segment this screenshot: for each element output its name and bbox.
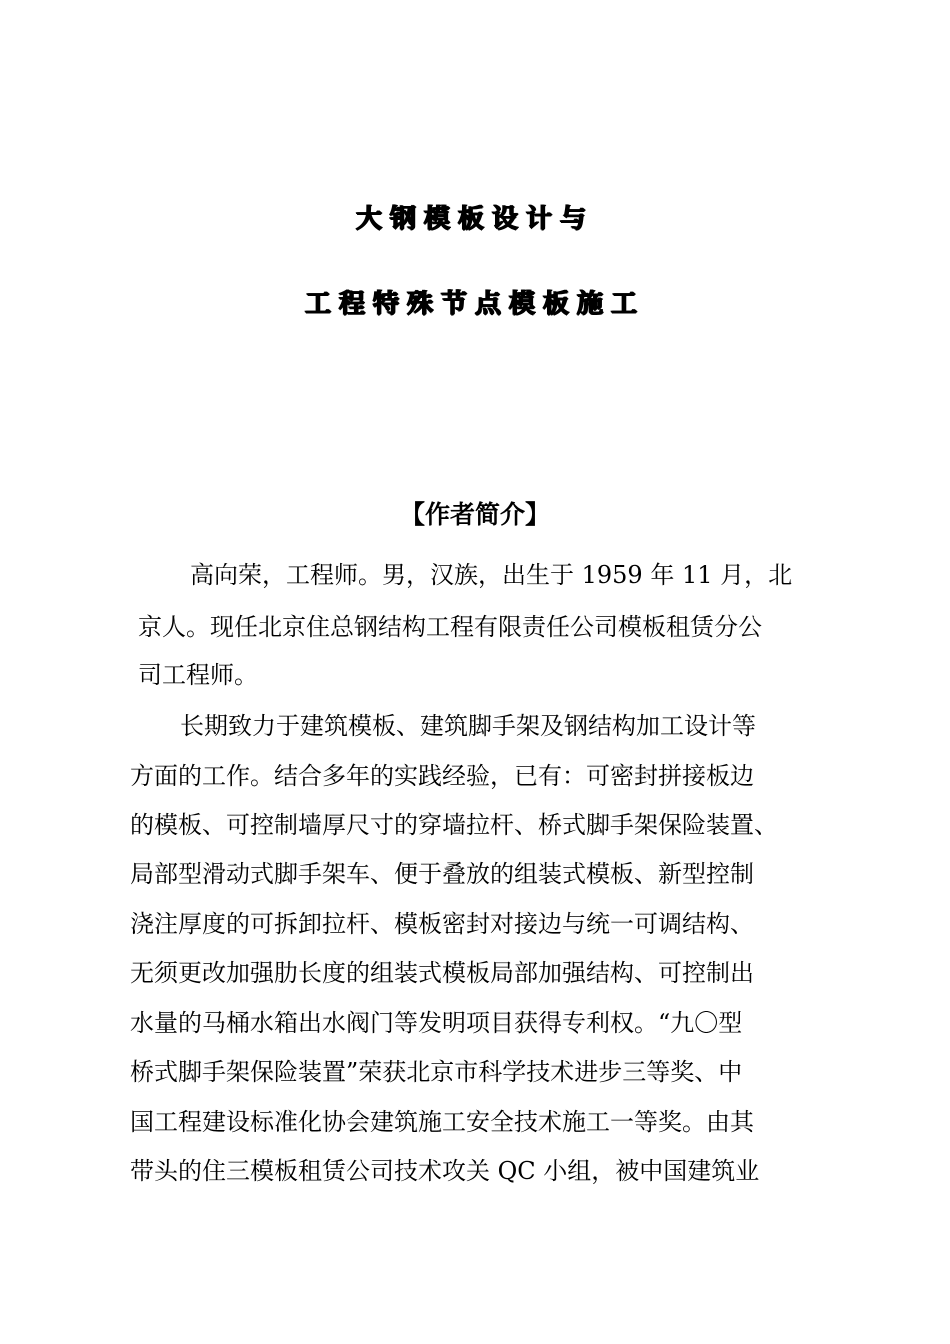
paragraph-line: 带头的住三模板租赁公司技术攻关 QC 小组，被中国建筑业 [130,1157,760,1185]
paragraph-line: 长期致力于建筑模板、建筑脚手架及钢结构加工设计等 [180,712,756,740]
paragraph-line: 水量的马桶水箱出水阀门等发明项目获得专利权。“九〇型 [130,1009,743,1037]
paragraph-line: 无须更改加强肋长度的组装式模板局部加强结构、可控制出 [130,959,754,987]
paragraph-line: 京人。现任北京住总钢结构工程有限责任公司模板租赁分公 [138,613,762,641]
section-heading: 【作者简介】 [399,500,550,529]
paragraph-line: 桥式脚手架保险装置”荣获北京市科学技术进步三等奖、中 [130,1058,743,1086]
paragraph-line: 高向荣，工程师。男，汉族，出生于 1959 年 11 月，北 [190,561,793,589]
paragraph-line: 方面的工作。结合多年的实践经验，已有：可密封拼接板边 [130,762,754,790]
paragraph-line: 的模板、可控制墙厚尺寸的穿墙拉杆、桥式脚手架保险装置、 [130,811,778,839]
title-line-1: 大钢模板设计与 [355,204,594,234]
paragraph-line: 国工程建设标准化协会建筑施工安全技术施工一等奖。由其 [130,1108,754,1136]
title-line-2: 工程特殊节点模板施工 [304,289,645,319]
paragraph-line: 浇注厚度的可拆卸拉杆、模板密封对接边与统一可调结构、 [130,910,754,938]
paragraph-line: 局部型滑动式脚手架车、便于叠放的组装式模板、新型控制 [130,860,754,888]
paragraph-line: 司工程师。 [138,661,258,689]
